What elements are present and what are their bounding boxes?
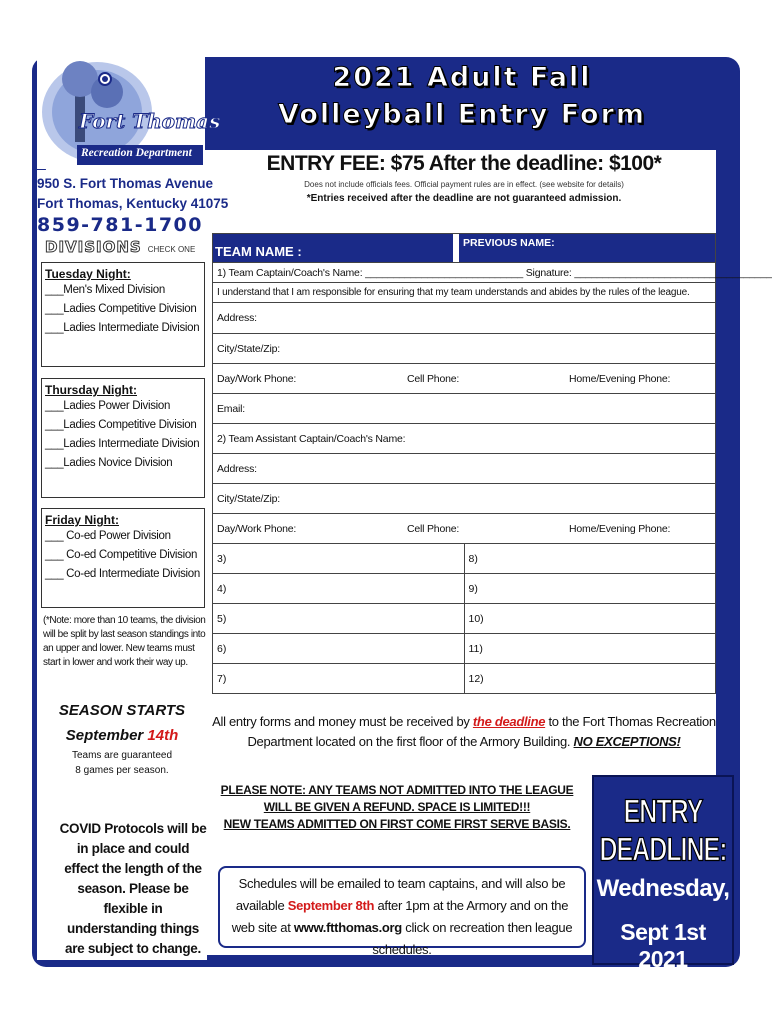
website-link[interactable]: www.ftthomas.org [293, 920, 402, 935]
player-field[interactable]: 10) [464, 604, 716, 633]
previous-name-label: PREVIOUS NAME: [459, 234, 715, 262]
email-field[interactable]: Email: [212, 394, 716, 424]
fee-note: Does not include officials fees. Official payment rules are in effect. (see website for details) [304, 180, 624, 189]
divisions-title: DIVISIONS [45, 238, 142, 256]
schedule-date: September 8th [287, 898, 375, 913]
day-phone-field[interactable]: Day/Work Phone: [217, 522, 297, 535]
friday-division-box [41, 508, 205, 608]
please-line-1: PLEASE NOTE: ANY TEAMS NOT ADMITTED INTO THE LEAGUE [220, 783, 574, 797]
logo-name: Fort Thomas [79, 109, 221, 133]
deadline-day: Wednesday, [596, 875, 730, 902]
division-option[interactable]: ___Ladies Power Division [45, 400, 171, 412]
tuesday-night-label: Tuesday Night: [45, 267, 131, 281]
division-option[interactable]: ___Ladies Competitive Division [45, 303, 197, 315]
cell-phone-field[interactable]: Cell Phone: [407, 522, 460, 535]
division-option[interactable]: ___ Co-ed Power Division [45, 530, 171, 542]
assistant-city-field[interactable]: City/State/Zip: [212, 484, 716, 514]
deadline-date: Sept 1st 2021 [620, 919, 706, 972]
season-start-date [37, 727, 207, 744]
entry-fee: ENTRY FEE: $75 After the deadline: $100* [266, 152, 662, 175]
assistant-phones-row [212, 514, 716, 544]
player-row [212, 664, 716, 694]
sched-text-mid: after 1pm at the Armory and on the web site at [231, 898, 569, 935]
division-option[interactable]: ___Ladies Intermediate Division [45, 438, 200, 450]
player-row [212, 574, 716, 604]
team-form [212, 233, 772, 694]
division-option[interactable]: ___ Co-ed Intermediate Division [45, 568, 200, 580]
player-field[interactable]: 12) [464, 664, 716, 693]
captain-address-field[interactable]: Address: [212, 303, 716, 334]
late-warning: *Entries received after the deadline are not guaranteed admission. [306, 193, 622, 204]
sched-text-post: click on recreation then league schedules. [372, 920, 573, 957]
title-line-2: Volleyball Entry Form [277, 99, 647, 130]
division-option[interactable]: ___ Co-ed Competitive Division [45, 549, 198, 561]
team-name-label: TEAM NAME : [213, 234, 453, 262]
covid-notice: COVID Protocols will be in place and could effect the length of the season. Please be flexible in understanding things are subject to change. [59, 821, 207, 956]
player-field[interactable]: 6) [217, 642, 227, 655]
season-starts-label: SEASON STARTS [58, 702, 186, 719]
division-option[interactable]: ___Ladies Competitive Division [45, 419, 197, 431]
season-day: 14th [147, 727, 179, 744]
team-name-row [212, 233, 716, 263]
home-phone-field[interactable]: Home/Evening Phone: [569, 372, 671, 385]
player-field[interactable]: 8) [464, 544, 716, 573]
divisions-header [45, 238, 195, 256]
schedule-notice [218, 866, 586, 957]
logo [37, 57, 221, 169]
player-row [212, 634, 716, 664]
left-column [37, 170, 229, 960]
season-month: September [65, 727, 144, 744]
home-phone-field[interactable]: Home/Evening Phone: [569, 522, 671, 535]
agreement-text: I understand that I am responsible for ensuring that my team understands and abides by the rules of the league. [212, 283, 716, 303]
captain-name-field[interactable]: 1) Team Captain/Coach's Name: ____________________________ Signature: ___________________________________ [212, 263, 716, 283]
division-option[interactable]: ___Men's Mixed Division [45, 284, 165, 296]
no-exceptions: NO EXCEPTIONS! [573, 734, 681, 749]
guarantee-line-1: Teams are guaranteed [71, 750, 173, 761]
form-title [212, 60, 712, 160]
sched-text-pre: Schedules will be emailed to team captains, and will also be available [235, 876, 566, 913]
player-field[interactable]: 4) [217, 582, 227, 595]
admission-notice [212, 782, 582, 833]
entry-fee-section [212, 152, 716, 204]
please-line-3: NEW TEAMS ADMITTED ON FIRST COME FIRST SERVE BASIS. [223, 817, 571, 831]
division-option[interactable]: ___Ladies Intermediate Division [45, 322, 200, 334]
entry-deadline-box [592, 775, 734, 972]
thursday-night-label: Thursday Night: [45, 383, 137, 397]
title-line-1: 2021 Adult Fall [332, 62, 592, 93]
deadline-instructions [212, 712, 716, 752]
player-field[interactable]: 5) [217, 612, 227, 625]
thursday-division-box [41, 378, 205, 498]
logo-subtitle: Recreation Department [81, 147, 192, 159]
player-row [212, 544, 716, 574]
division-note: (*Note: more than 10 teams, the division will be split by last season standings into an upper and lower. New teams must start in lower and work their way up. [43, 615, 206, 668]
day-phone-field[interactable]: Day/Work Phone: [217, 372, 297, 385]
games-guarantee [37, 748, 207, 778]
player-field[interactable]: 7) [217, 672, 227, 685]
tuesday-division-box [41, 262, 205, 367]
friday-night-label: Friday Night: [45, 513, 119, 527]
cell-phone-field[interactable]: Cell Phone: [407, 372, 460, 385]
player-field[interactable]: 11) [464, 634, 716, 663]
captain-city-field[interactable]: City/State/Zip: [212, 334, 716, 364]
entry-text-pre: All entry forms and money must be received by [212, 714, 473, 729]
city-address: Fort Thomas, Kentucky 41075 [37, 196, 229, 211]
captain-phones-row [212, 364, 716, 394]
season-starts [37, 702, 207, 778]
player-field[interactable]: 3) [217, 552, 227, 565]
assistant-name-field[interactable]: 2) Team Assistant Captain/Coach's Name: [212, 424, 716, 454]
guarantee-line-2: 8 games per season. [75, 765, 169, 776]
player-row [212, 604, 716, 634]
please-line-2: WILL BE GIVEN A REFUND. SPACE IS LIMITED!!! [263, 800, 531, 814]
player-field[interactable]: 9) [464, 574, 716, 603]
deadline-label: ENTRY DEADLINE: [599, 793, 727, 869]
entry-text-post: to the Fort Thomas Recreation Department located on the first floor of the Armory Building. [247, 714, 716, 749]
check-one-label: CHECK ONE [147, 245, 196, 254]
phone-number: 859-781-1700 [37, 214, 203, 236]
division-option[interactable]: ___Ladies Novice Division [45, 457, 173, 469]
street-address: 950 S. Fort Thomas Avenue [37, 176, 214, 191]
entry-deadline-link: the deadline [472, 714, 546, 729]
assistant-address-field[interactable]: Address: [212, 454, 716, 484]
